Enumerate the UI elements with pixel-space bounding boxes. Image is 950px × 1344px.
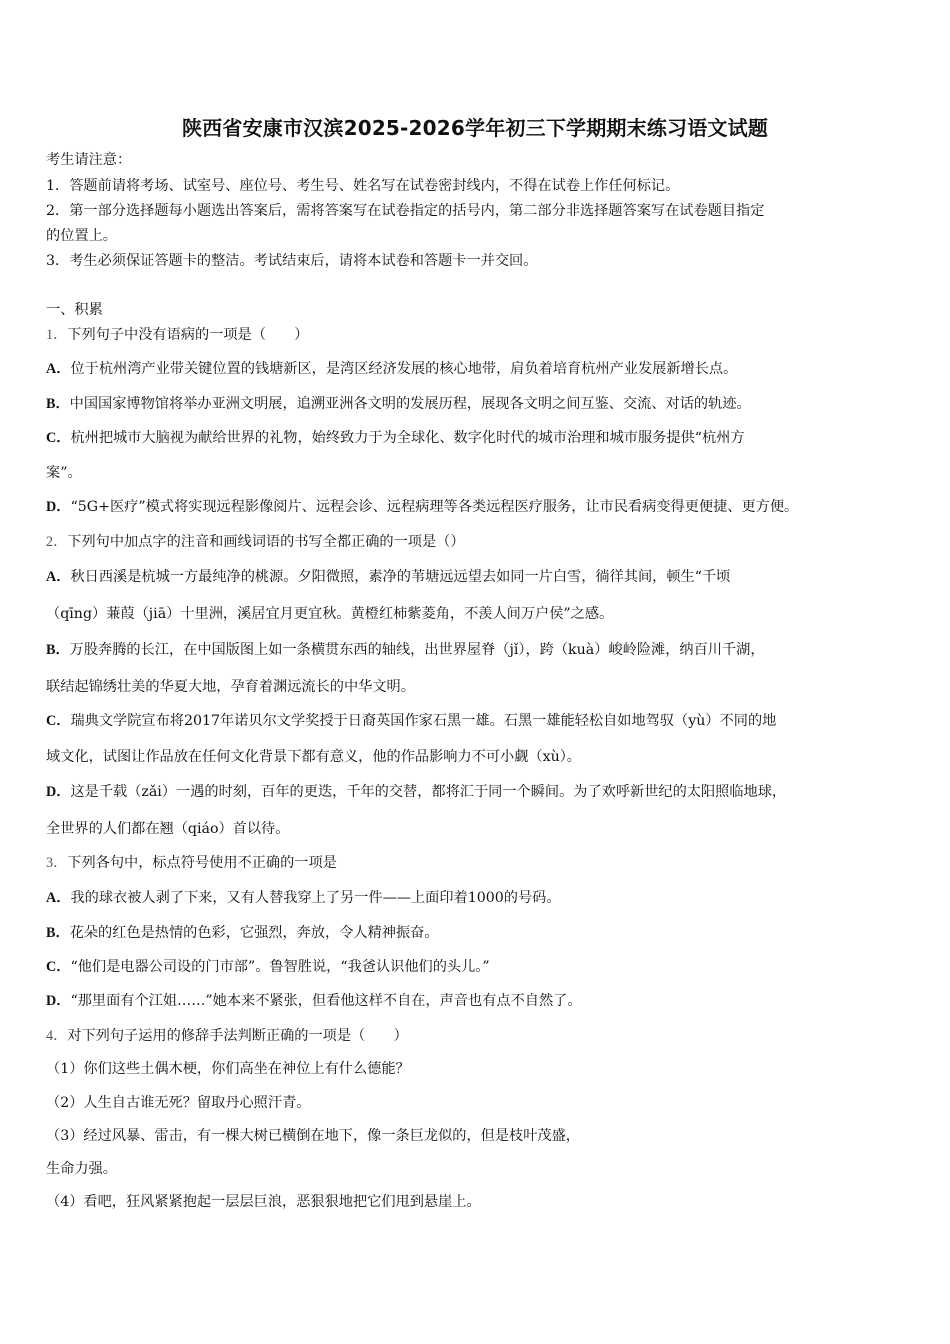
option-text: 杭州把城市大脑视为献给世界的礼物，始终致力于为全球化、数字化时代的城市治理和城市服务提供“杭州方: [70, 430, 745, 446]
question-text: 下列句子中没有语病的一项是（ ）: [67, 327, 309, 343]
option-a: [46, 359, 737, 379]
question-text: 下列句中加点字的注音和画线词语的书写全都正确的一项是（）: [67, 534, 465, 550]
option-letter: D．: [46, 499, 71, 515]
question-2-stem: [46, 532, 465, 552]
sentence-item: （2）人生自古谁无死？留取丹心照汗青。: [46, 1095, 311, 1111]
option-b-continued: 联结起锦绣壮美的华夏大地，孕育着渊远流长的中华文明。: [46, 679, 415, 695]
question-3-stem: [46, 853, 337, 873]
sentence-item-continued: 生命力强。: [46, 1161, 117, 1177]
option-letter: C．: [46, 959, 71, 975]
option-letter: C．: [46, 713, 71, 729]
option-text: 中国国家博物馆将举办亚洲文明展，追溯亚洲各文明的发展历程，展现各文明之间互鉴、交流、对话的轨迹。: [69, 396, 751, 412]
option-text: 秋日西溪是杭城一方最纯净的桃源。夕阳微照，素净的苇塘远远望去如同一片白雪，徜徉其间，顿生“千顷: [70, 569, 731, 585]
option-text: 位于杭州湾产业带关键位置的钱塘新区，是湾区经济发展的核心地带，肩负着培育杭州产业发展新增长点。: [70, 361, 738, 377]
option-text: 我的球衣被人剥了下来，又有人替我穿上了另一件——上面印着1000的号码。: [70, 890, 561, 906]
question-text: 下列各句中，标点符号使用不正确的一项是: [67, 855, 337, 871]
option-letter: D．: [46, 993, 71, 1009]
option-text: 这是千载（zǎi）一遇的时刻，百年的更迭，千年的交替，都将汇于同一个瞬间。为了欢呼新世纪的太阳照临地球，: [70, 784, 787, 800]
sentence-item: （1）你们这些土偶木梗，你们高坐在神位上有什么德能？: [46, 1061, 410, 1077]
option-c-continued: 域文化，试图让作品放在任何文化背景下都有意义，他的作品影响力不可小觑（xù）。: [46, 749, 581, 765]
page-title: 陕西省安康市汉滨2025-2026学年初三下学期期末练习语文试题: [181, 116, 769, 140]
option-letter: C．: [46, 430, 71, 446]
notice-item: 3．考生必须保证答题卡的整洁。考试结束后，请将本试卷和答题卡一并交回。: [46, 253, 538, 269]
option-c: [46, 428, 745, 448]
notice-heading: 考生请注意：: [46, 152, 132, 168]
question-number: 1．: [46, 327, 68, 343]
option-a: [46, 567, 730, 587]
option-d: [46, 782, 786, 802]
notice-item: 的位置上。: [46, 228, 117, 244]
option-letter: A．: [46, 361, 71, 377]
option-a: [46, 888, 561, 908]
question-number: 3．: [46, 855, 68, 871]
question-number: 2．: [46, 534, 68, 550]
sentence-item: （4）看吧，狂风紧紧抱起一层层巨浪，恶狠狠地把它们甩到悬崖上。: [46, 1194, 481, 1210]
option-b: [46, 394, 751, 414]
question-1-stem: [46, 325, 309, 345]
option-a-continued: （qīng）蒹葭（jiā）十里洲，溪居宜月更宜秋。黄橙红柿紫菱角，不羡人间万户侯”之感。: [46, 606, 614, 622]
option-b: [46, 640, 765, 660]
option-c: [46, 957, 490, 977]
option-letter: B．: [46, 925, 70, 941]
notice-item: 2．第一部分选择题每小题选出答案后，需将答案写在试卷指定的括号内，第二部分非选择题答案写在试卷题目指定: [46, 203, 765, 219]
option-text: 瑞典文学院宣布将2017年诺贝尔文学奖授于日裔英国作家石黑一雄。石黑一雄能轻松自如地驾驭（yù）不同的地: [70, 713, 777, 729]
option-text: 万股奔腾的长江，在中国版图上如一条横贯东西的轴线，出世界屋脊（jǐ），跨（kuà）峻岭险滩，纳百川千湖，: [69, 642, 765, 658]
question-number: 4．: [46, 1028, 68, 1044]
notice-item: 1．答题前请将考场、试室号、座位号、考生号、姓名写在试卷密封线内，不得在试卷上作任何标记。: [46, 178, 680, 194]
option-d: [46, 991, 582, 1011]
option-d-continued: 全世界的人们都在翘（qiáo）首以待。: [46, 821, 290, 837]
question-4-stem: [46, 1026, 408, 1046]
section-heading: 一、积累: [46, 302, 103, 318]
option-c-continued: 案”。: [46, 465, 82, 481]
option-c: [46, 711, 776, 731]
option-letter: A．: [46, 569, 71, 585]
option-text: 花朵的红色是热情的色彩，它强烈，奔放，令人精神振奋。: [69, 925, 439, 941]
option-letter: B．: [46, 396, 70, 412]
option-text: “他们是电器公司设的门市部”。鲁智胜说，“我爸认识他们的头儿。”: [70, 959, 490, 975]
option-b: [46, 923, 439, 943]
option-letter: A．: [46, 890, 71, 906]
option-letter: B．: [46, 642, 70, 658]
option-d: [46, 497, 798, 517]
option-text: “5G+医疗”模式将实现远程影像阅片、远程会诊、远程病理等各类远程医疗服务，让市民看病变得更便捷、更方便。: [70, 499, 799, 515]
option-text: “那里面有个江姐……”她本来不紧张，但看他这样不自在，声音也有点不自然了。: [70, 993, 582, 1009]
sentence-item: （3）经过风暴、雷击，有一棵大树已横倒在地下，像一条巨龙似的，但是枝叶茂盛，: [46, 1128, 580, 1144]
option-letter: D．: [46, 784, 71, 800]
question-text: 对下列句子运用的修辞手法判断正确的一项是（ ）: [67, 1028, 408, 1044]
